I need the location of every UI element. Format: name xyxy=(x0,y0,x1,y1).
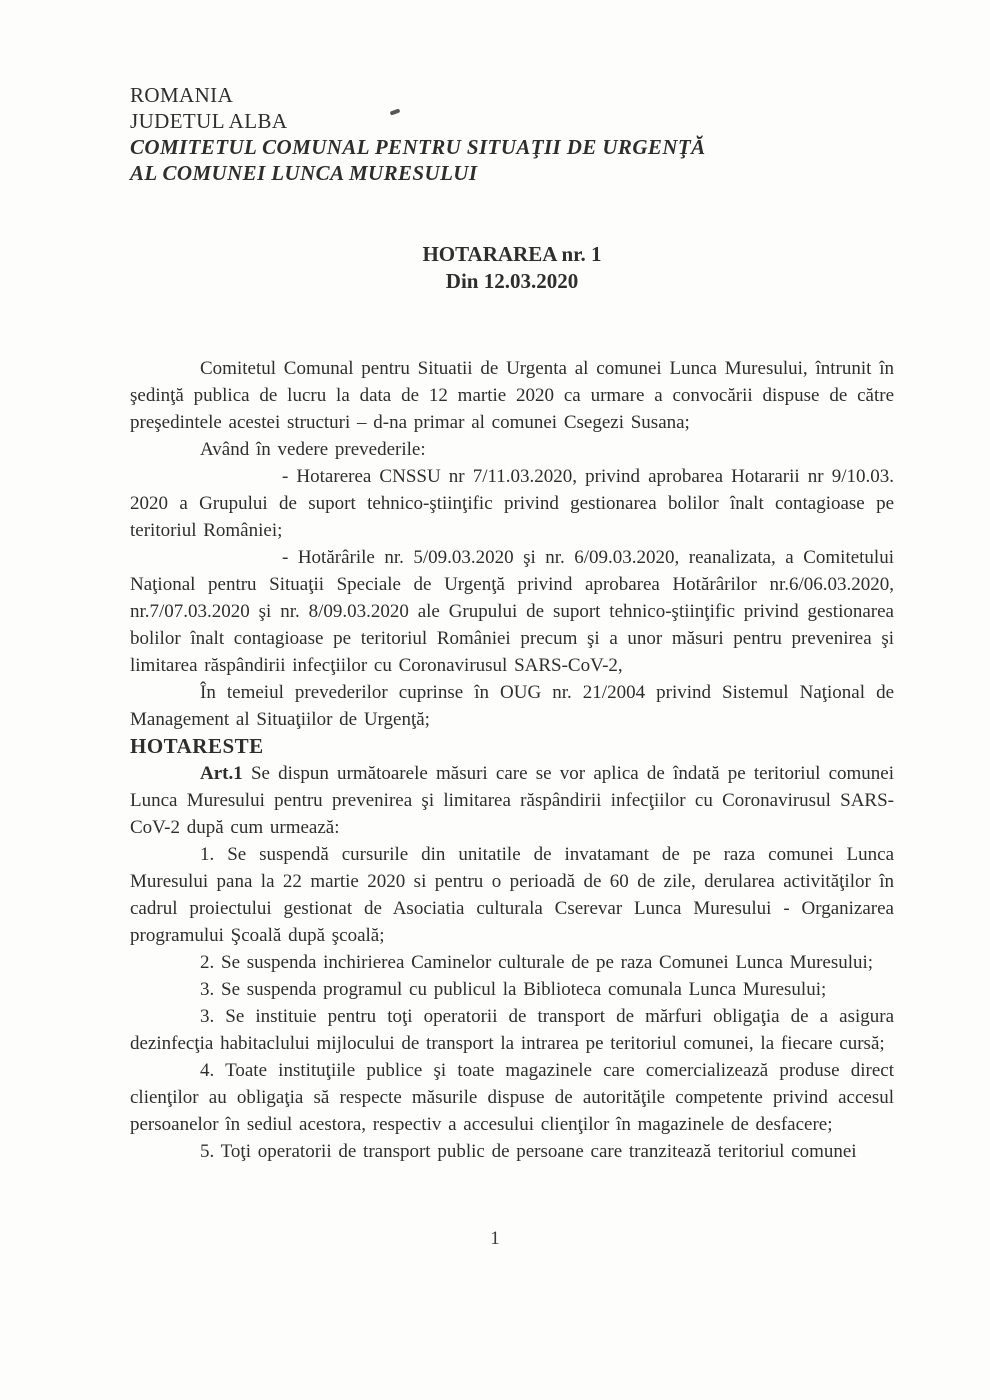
title-decision-date: Din 12.03.2020 xyxy=(445,269,579,293)
document-body xyxy=(130,355,894,1165)
article-1-label: Art.1 xyxy=(200,763,243,784)
document-title xyxy=(130,241,894,295)
header-committee-line1: COMITETUL COMUNAL PENTRU SITUAŢII DE URGENŢĂ xyxy=(130,135,706,159)
preamble-legal-basis: În temeiul prevederilor cuprinse în OUG nr. 21/2004 privind Sistemul Naţional de Management al Situaţiilor de Urgenţă; xyxy=(130,682,894,730)
header-county: JUDETUL ALBA xyxy=(130,109,288,133)
article-1-text: Se dispun următoarele măsuri care se vor aplica de îndată pe teritoriul comunei Lunca Muresului pentru prevenirea şi limitarea răspândirii infecţiilor cu Coronavirusul SARS-CoV-2 după cum urmează: xyxy=(130,763,894,838)
preamble-considering: Având în vedere prevederile: xyxy=(200,439,426,460)
preamble-reference-2: - Hotărârile nr. 5/09.03.2020 şi nr. 6/09.03.2020, reanalizata, a Comitetului Naţional pentru Situaţii Speciale de Urgenţă privind aprobarea Hotărârilor nr.6/06.03.2020, nr.7/07.03.2020 şi nr. 8/09.03.2020 ale Grupului de suport tehnico-ştiinţific privind gestionarea bolilor înalt contagioase pe teritoriul României precum şi a unor măsuri pentru prevenirea şi limitarea răspândirii infecţiilor cu Coronavirusul SARS-CoV-2, xyxy=(130,547,894,676)
preamble-reference-1: - Hotarerea CNSSU nr 7/11.03.2020, privind aprobarea Hotararii nr 9/10.03. 2020 a Grupului de suport tehnico-ştiinţific privind gestionarea bolilor înalt contagioase pe teritoriul României; xyxy=(130,466,894,541)
preamble-paragraph: Comitetul Comunal pentru Situatii de Urgenta al comunei Lunca Muresului, întrunit în şedinţă publica de lucru la data de 12 martie 2020 ca urmare a convocării dispuse de către preşedintele acestei structuri – d-na primar al comunei Csegezi Susana; xyxy=(130,358,894,433)
measure-item-6: 5. Toţi operatorii de transport public de persoane care tranzitează teritoriul comunei xyxy=(200,1141,857,1162)
measure-item-3: 3. Se suspenda programul cu publicul la Biblioteca comunala Lunca Muresului; xyxy=(200,979,827,1000)
decision-heading: HOTARESTE xyxy=(130,734,264,758)
header-committee-line2: AL COMUNEI LUNCA MURESULUI xyxy=(130,161,478,185)
document-header xyxy=(130,82,894,186)
title-decision-number: HOTARAREA nr. 1 xyxy=(422,242,602,266)
article-1 xyxy=(130,760,894,841)
measure-item-2: 2. Se suspenda inchirierea Caminelor culturale de pe raza Comunei Lunca Muresului; xyxy=(200,952,874,973)
measure-item-1: 1. Se suspendă cursurile din unitatile de invatamant de pe raza comunei Lunca Muresului pana la 22 martie 2020 si pentru o perioadă de 60 de zile, derularea activităţilor în cadrul proiectului gestionat de Asociatia culturala Cserevar Lunca Muresului - Organizarea programului Şcoală după şcoală; xyxy=(130,844,894,946)
page-number: 1 xyxy=(490,1228,500,1249)
header-country: ROMANIA xyxy=(130,83,234,107)
document-content xyxy=(130,82,894,1165)
measure-item-4: 3. Se instituie pentru toţi operatorii de transport de mărfuri obligaţia de a asigura dezinfecţia habitaclului mijlocului de transport la intrarea pe teritoriul comunei, la fiecare cursă; xyxy=(130,1006,894,1054)
measure-item-5: 4. Toate instituţiile publice şi toate magazinele care comercializează produse direct clienţilor au obligaţia să respecte măsurile dispuse de autorităţile competente privind accesul persoanelor în sediul acestora, respectiv a accesului clienţilor în magazinele de desfacere; xyxy=(130,1060,894,1135)
